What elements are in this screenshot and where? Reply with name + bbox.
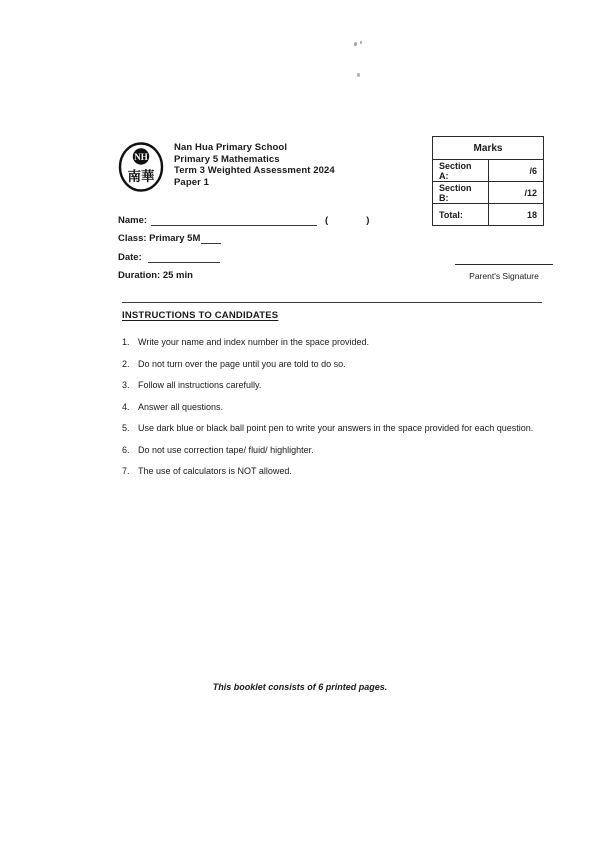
parent-signature-label: Parent's Signature [469, 271, 539, 281]
date-input[interactable] [148, 252, 220, 263]
item-number: 4. [122, 401, 130, 412]
section-a-label: Section A: [433, 160, 489, 182]
parent-signature-input[interactable] [455, 264, 553, 265]
item-text: Do not use correction tape/ fluid/ highlighter. [138, 444, 314, 455]
marks-header-row [433, 137, 544, 160]
total-value[interactable]: 18 [488, 204, 544, 226]
class-input[interactable] [201, 233, 221, 244]
total-label: Total: [433, 204, 489, 226]
list-item [122, 465, 542, 478]
school-crest-icon [118, 142, 164, 192]
list-item [122, 401, 542, 414]
item-number: 6. [122, 444, 130, 455]
school-name: Nan Hua Primary School [174, 142, 288, 153]
school-title-block [174, 140, 335, 188]
section-a-value[interactable]: /6 [488, 160, 544, 182]
item-text: Answer all questions. [138, 401, 224, 412]
list-item [122, 422, 542, 435]
item-number: 1. [122, 337, 130, 347]
marks-table [432, 136, 544, 226]
paper-line: Paper 1 [174, 176, 210, 188]
candidate-particulars [118, 207, 393, 281]
scan-speckle [360, 41, 362, 44]
marks-header-cell: Marks [433, 137, 544, 160]
item-text: Follow all instructions carefully. [138, 380, 262, 390]
name-label: Name: [118, 214, 148, 226]
duration-row [118, 263, 393, 282]
item-number: 5. [122, 423, 130, 433]
list-item [122, 444, 542, 457]
item-text: Use dark blue or black ball point pen to write your answers in the space provided for each question. [138, 423, 534, 433]
list-item [122, 336, 542, 349]
assessment-line: Term 3 Weighted Assessment 2024 [174, 165, 335, 177]
name-row [118, 207, 393, 226]
instructions-heading: INSTRUCTIONS TO CANDIDATES [122, 310, 279, 321]
index-paren-close: ) [366, 214, 370, 226]
item-number: 7. [122, 466, 130, 476]
scan-speckle [354, 42, 358, 47]
section-b-label: Section B: [433, 182, 489, 204]
subject-line: Primary 5 Mathematics [174, 153, 280, 165]
date-row [118, 244, 393, 263]
item-text: Write your name and index number in the space provided. [138, 337, 369, 347]
date-label: Date: [118, 251, 142, 263]
table-row [433, 182, 544, 204]
school-header [118, 140, 378, 192]
list-item [122, 379, 542, 392]
class-row [118, 226, 393, 245]
index-paren-open: ( [325, 214, 329, 226]
section-b-value[interactable]: /12 [488, 182, 544, 204]
item-text: Do not turn over the page until you are told to do so. [138, 358, 346, 369]
booklet-page-count-note: This booklet consists of 6 printed pages. [212, 682, 388, 692]
crest-initials: NH [134, 152, 148, 163]
crest-characters: 南華 [127, 169, 155, 185]
duration-label: Duration: 25 min [118, 270, 193, 281]
instructions-list [122, 336, 542, 487]
scan-speckle [357, 73, 360, 77]
list-item [122, 358, 542, 371]
table-row [433, 204, 544, 226]
class-label: Class: Primary 5M [118, 233, 201, 244]
item-number: 3. [122, 380, 130, 390]
item-number: 2. [122, 358, 130, 369]
table-row [433, 160, 544, 182]
item-text: The use of calculators is NOT allowed. [138, 466, 292, 476]
section-divider [122, 302, 542, 303]
name-input[interactable] [151, 215, 317, 226]
